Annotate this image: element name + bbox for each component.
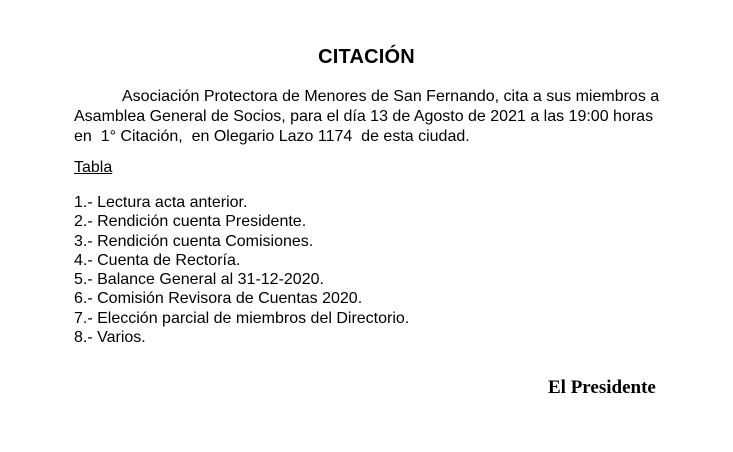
signature-line: El Presidente	[548, 377, 656, 398]
notice-paragraph-line: Asociación Protectora de Menores de San Fernando, cita a sus miembros a	[122, 88, 660, 105]
agenda-item-6: 6.- Comisión Revisora de Cuentas 2020.	[74, 290, 363, 308]
agenda-item-8: 8.- Varios.	[74, 329, 146, 347]
agenda-item-3: 3.- Rendición cuenta Comisiones.	[74, 232, 314, 250]
page-title: CITACIÓN	[318, 46, 415, 68]
agenda-item-1: 1.- Lectura acta anterior.	[74, 194, 248, 211]
agenda-item-7: 7.- Elección parcial de miembros del Directorio.	[74, 309, 410, 327]
agenda-item-2: 2.- Rendición cuenta Presidente.	[74, 213, 307, 231]
agenda-item-5: 5.- Balance General al 31-12-2020.	[74, 271, 324, 289]
notice-paragraph	[74, 87, 690, 147]
agenda-item-4: 4.- Cuenta de Rectoría.	[74, 251, 241, 269]
agenda-section-heading: Tabla	[74, 159, 113, 176]
agenda-list	[74, 193, 409, 347]
notice-paragraph-line: en 1° Citación, en Olegario Lazo 1174 de esta ciudad.	[74, 128, 470, 145]
notice-paragraph-line: Asamblea General de Socios, para el día 13 de Agosto de 2021 a las 19:00 horas	[74, 108, 654, 125]
